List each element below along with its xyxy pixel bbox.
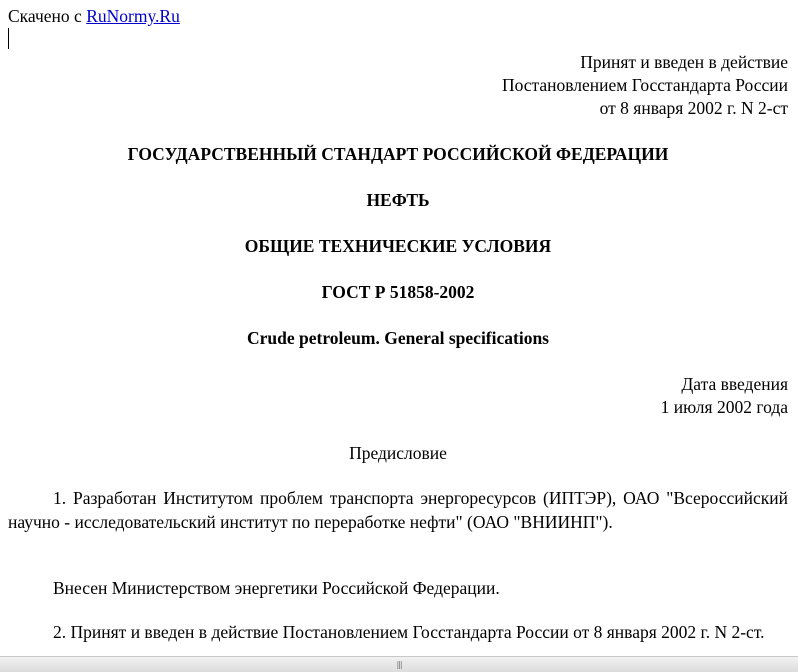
text-cursor <box>8 28 9 49</box>
source-prefix: Скачено с <box>8 6 87 26</box>
grip-lines-icon[interactable]: ||| <box>396 660 402 669</box>
adoption-line-2: Постановлением Госстандарта России <box>501 75 788 95</box>
source-link[interactable]: RuNormy.Ru <box>86 6 180 26</box>
gost-code: ГОСТ Р 51858-2002 <box>321 282 475 302</box>
horizontal-scrollbar[interactable] <box>0 656 798 672</box>
english-title: Crude petroleum. General specifications <box>247 328 549 348</box>
effective-date-label: Дата введения <box>681 374 788 394</box>
foreword-paragraph-2: Внесен Министерством энергетики Российской Федерации. <box>53 578 500 598</box>
source-line <box>8 5 180 27</box>
effective-date-value: 1 июля 2002 года <box>660 397 788 417</box>
subtitle: ОБЩИЕ ТЕХНИЧЕСКИЕ УСЛОВИЯ <box>244 236 552 256</box>
foreword-paragraph-3: 2. Принят и введен в действие Постановлением Госстандарта России от 8 января 2002 г. N 2-ст. <box>53 622 765 642</box>
adoption-line-1: Принят и введен в действие <box>580 52 788 72</box>
standard-title: ГОСУДАРСТВЕННЫЙ СТАНДАРТ РОССИЙСКОЙ ФЕДЕРАЦИИ <box>127 144 669 164</box>
foreword-paragraph-1: 1. Разработан Институтом проблем транспорта энергоресурсов (ИПТЭР), ОАО "Всероссийский научно - исследовательский институт по переработке нефти" (ОАО "ВНИИНП"). <box>8 488 788 532</box>
foreword-heading: Предисловие <box>349 443 447 463</box>
adoption-line-3: от 8 января 2002 г. N 2-ст <box>599 98 788 118</box>
subject-title: НЕФТЬ <box>366 190 430 210</box>
